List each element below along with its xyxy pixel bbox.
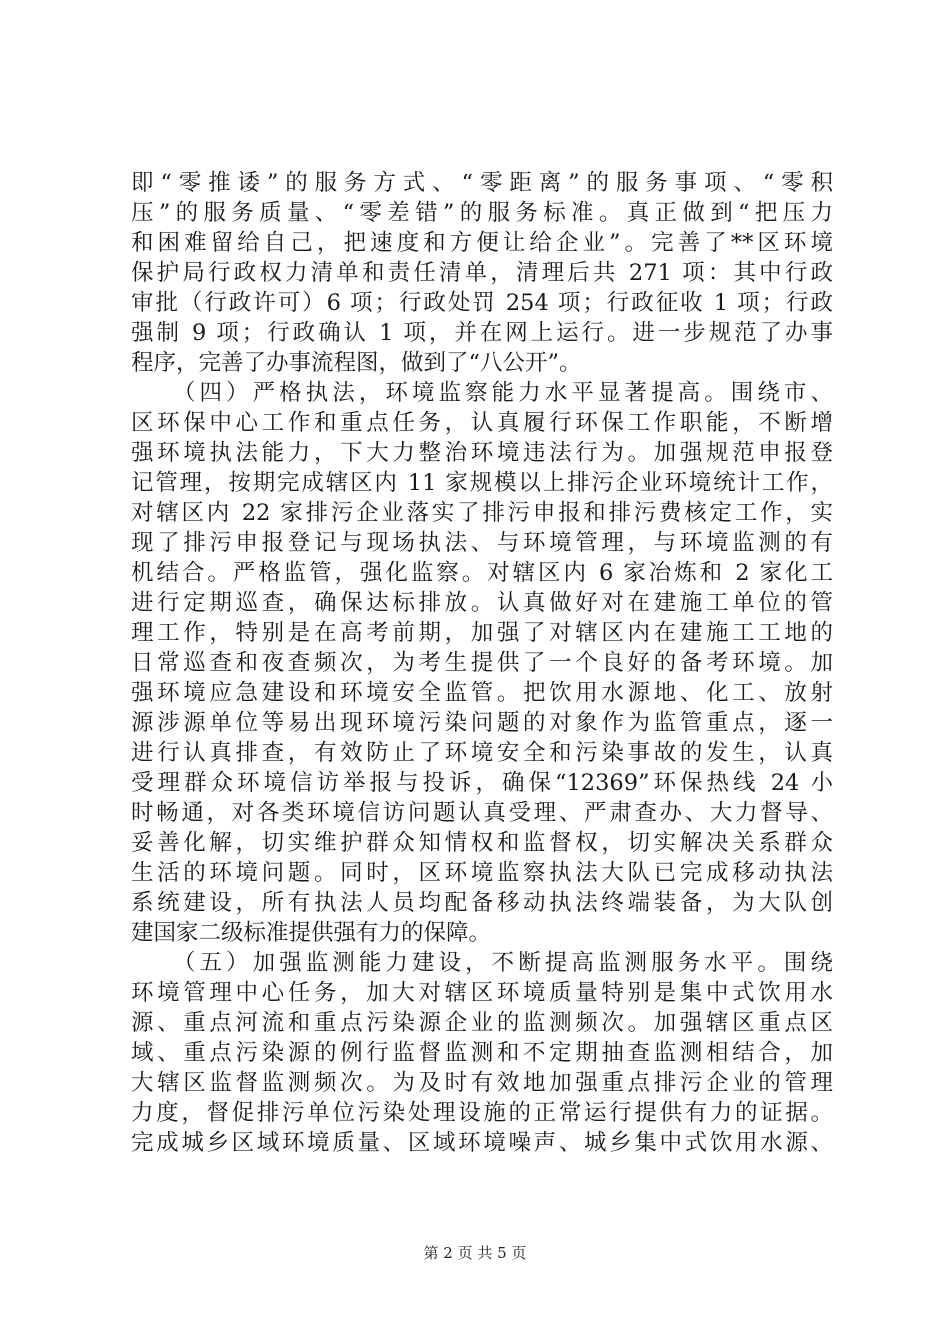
text-line: 对辖区内 22 家排污企业落实了排污申报和排污费核定工作，实 [131, 500, 833, 526]
text-line: 记管理，按期完成辖区内 11 家规模以上排污企业环境统计工作， [131, 470, 833, 496]
text-line: 妥善化解，切实维护群众知情权和监督权，切实解决关系群众 [131, 830, 833, 856]
text-line: 源涉源单位等易出现环境污染问题的对象作为监管重点，逐一 [131, 710, 833, 736]
text-line: 进行定期巡查，确保达标排放。认真做好对在建施工单位的管 [131, 590, 833, 616]
text-line: 环境管理中心任务，加大对辖区环境质量特别是集中式饮用水 [131, 980, 833, 1006]
text-line: 日常巡查和夜查频次，为考生提供了一个良好的备考环境。加 [131, 650, 833, 676]
text-line: 完成城乡区域环境质量、区域环境噪声、城乡集中式饮用水源、 [131, 1130, 833, 1156]
text-line: 机结合。严格监管，强化监察。对辖区内 6 家冶炼和 2 家化工 [131, 560, 833, 586]
text-line: 大辖区监督监测频次。为及时有效地加强重点排污企业的管理 [131, 1070, 833, 1096]
text-line: 受理群众环境信访举报与投诉，确保“12369”环保热线 24 小 [131, 770, 833, 796]
text-line: 进行认真排查，有效防止了环境安全和污染事故的发生，认真 [131, 740, 833, 766]
text-line: 系统建设，所有执法人员均配备移动执法终端装备，为大队创 [131, 890, 833, 916]
text-line: 理工作，特别是在高考前期，加强了对辖区内在建施工工地的 [131, 620, 833, 646]
document-body [131, 168, 833, 1158]
text-line: 现了排污申报登记与现场执法、与环境管理，与环境监测的有 [131, 530, 833, 556]
text-line: 即“零推诿”的服务方式、“零距离”的服务事项、“零积 [131, 170, 833, 196]
text-line: 压”的服务质量、“零差错”的服务标准。真正做到“把压力 [131, 200, 833, 226]
text-line: 区环保中心工作和重点任务，认真履行环保工作职能，不断增 [131, 410, 833, 436]
text-line: 审批（行政许可）6 项；行政处罚 254 项；行政征收 1 项；行政 [131, 290, 833, 316]
section-heading-line: （五）加强监测能力建设，不断提高监测服务水平。围绕 [131, 950, 833, 976]
text-line: 强制 9 项；行政确认 1 项，并在网上运行。进一步规范了办事 [131, 320, 833, 346]
page-number-footer: 第 2 页 共 5 页 [423, 1244, 527, 1262]
text-line: 力度，督促排污单位污染处理设施的正常运行提供有力的证据。 [131, 1100, 833, 1126]
text-line: 强环境应急建设和环境安全监管。把饮用水源地、化工、放射 [131, 680, 833, 706]
text-line: 强环境执法能力，下大力整治环境违法行为。加强规范申报登 [131, 440, 833, 466]
text-line: 建国家二级标准提供强有力的保障。 [131, 920, 492, 946]
section-heading-line: （四）严格执法，环境监察能力水平显著提高。围绕市、 [131, 380, 833, 406]
text-line: 和困难留给自己，把速度和方便让给企业”。完善了**区环境 [131, 230, 833, 256]
text-line: 程序，完善了办事流程图，做到了“八公开”。 [131, 350, 582, 376]
text-line: 时畅通，对各类环境信访问题认真受理、严肃查办、大力督导、 [131, 800, 833, 826]
text-line: 生活的环境问题。同时，区环境监察执法大队已完成移动执法 [131, 860, 833, 886]
text-line: 域、重点污染源的例行监督监测和不定期抽查监测相结合，加 [131, 1040, 833, 1066]
text-line: 源、重点河流和重点污染源企业的监测频次。加强辖区重点区 [131, 1010, 833, 1036]
text-line: 保护局行政权力清单和责任清单，清理后共 271 项：其中行政 [131, 260, 833, 286]
